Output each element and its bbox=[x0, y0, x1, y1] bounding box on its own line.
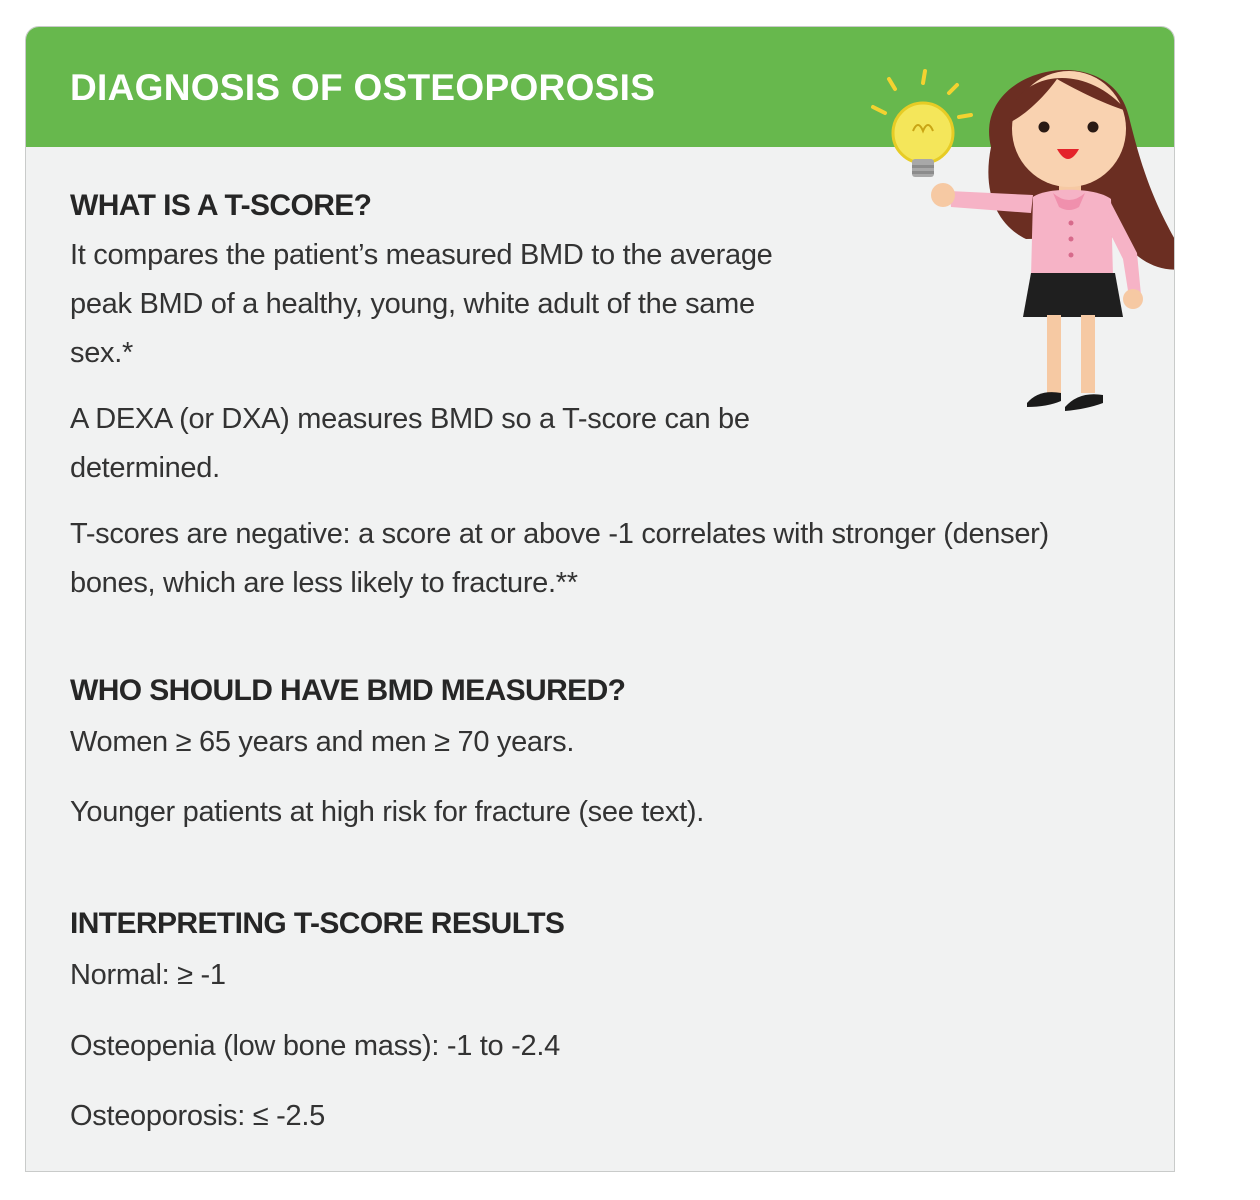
t-score-negative-note: T-scores are negative: a score at or above -1 correlates with stronger (denser) bones, which are less likely to fracture.** bbox=[70, 518, 1049, 599]
section-heading-interpreting: INTERPRETING T-SCORE RESULTS bbox=[70, 907, 565, 940]
result-osteoporosis: Osteoporosis: ≤ -2.5 bbox=[70, 1100, 325, 1132]
who-measured-high-risk: Younger patients at high risk for fracture (see text). bbox=[70, 796, 704, 828]
t-score-definition: It compares the patient’s measured BMD to the average peak BMD of a healthy, young, white adult of the same sex.* bbox=[70, 239, 773, 369]
girl-with-lightbulb-icon bbox=[861, 27, 1175, 427]
section-heading-t-score: WHAT IS A T-SCORE? bbox=[70, 189, 372, 222]
card-title: DIAGNOSIS OF OSTEOPOROSIS bbox=[70, 67, 656, 108]
info-card bbox=[25, 26, 1175, 1172]
result-osteopenia: Osteopenia (low bone mass): -1 to -2.4 bbox=[70, 1030, 560, 1062]
section-heading-who-measured: WHO SHOULD HAVE BMD MEASURED? bbox=[70, 674, 626, 707]
who-measured-age-criteria: Women ≥ 65 years and men ≥ 70 years. bbox=[70, 726, 575, 758]
dexa-note: A DEXA (or DXA) measures BMD so a T-score can be determined. bbox=[70, 403, 750, 484]
result-normal: Normal: ≥ -1 bbox=[70, 959, 226, 991]
